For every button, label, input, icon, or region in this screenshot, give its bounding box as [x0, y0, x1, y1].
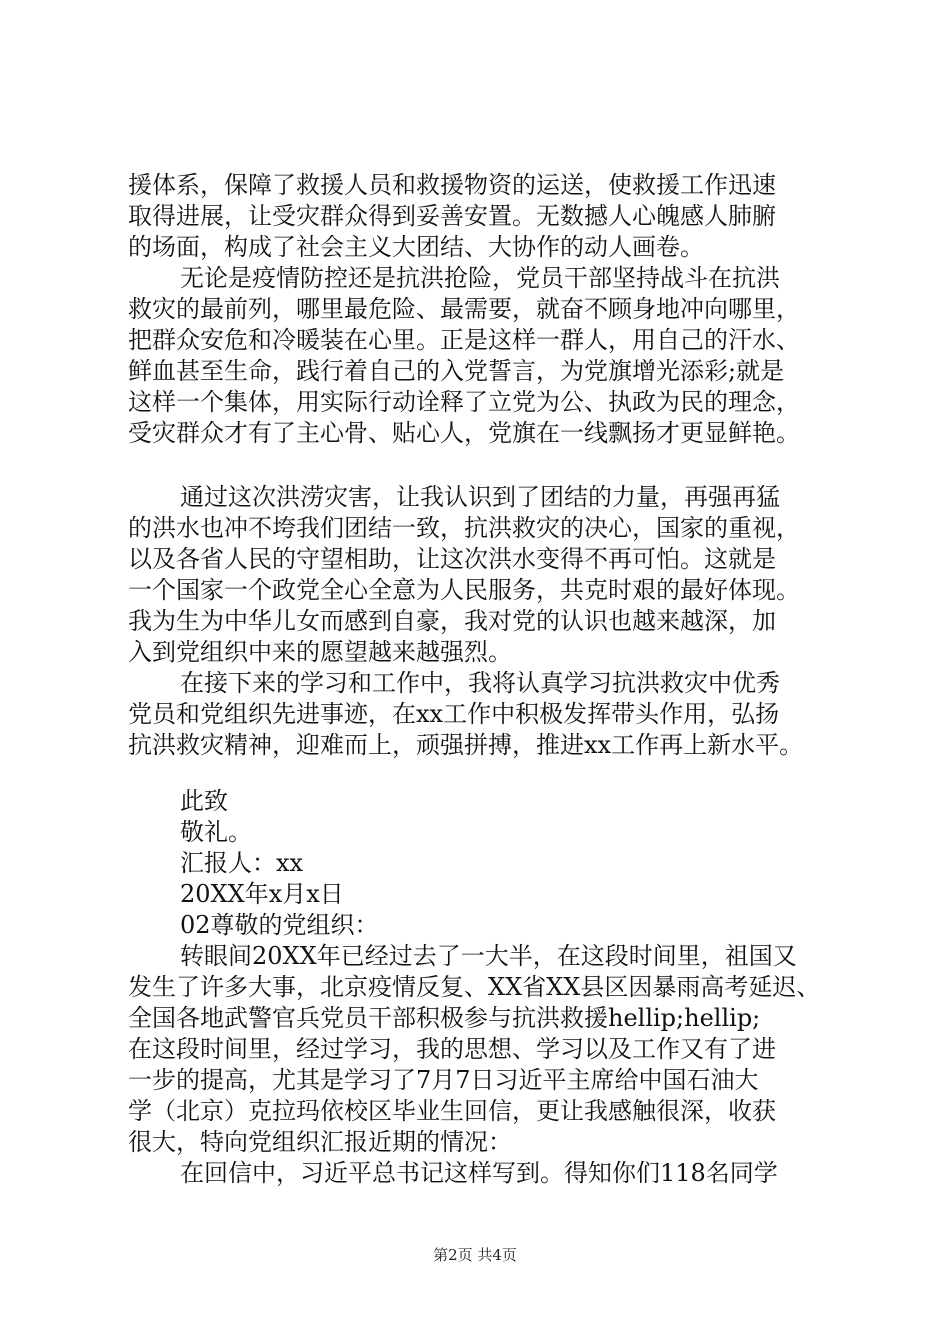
closing-regards: 敬礼。: [180, 818, 252, 846]
paragraph-line: 这样一个集体，用实际行动诠释了立党为公、执政为民的理念，: [128, 388, 800, 416]
paragraph-line: 一个国家一个政党全心全意为人民服务，共克时艰的最好体现。: [128, 576, 800, 604]
paragraph-line: 以及各省人民的守望相助，让这次洪水变得不再可怕。这就是: [128, 545, 776, 573]
paragraph-line: 无论是疫情防控还是抗洪抢险，党员干部坚持战斗在抗洪: [180, 264, 780, 292]
paragraph-line: 援体系，保障了救援人员和救援物资的运送，使救援工作迅速: [128, 171, 776, 199]
paragraph-line: 通过这次洪涝灾害，让我认识到了团结的力量，再强再猛: [180, 483, 780, 511]
paragraph-line: 的场面，构成了社会主义大团结、大协作的动人画卷。: [128, 233, 704, 261]
paragraph-line: 在接下来的学习和工作中，我将认真学习抗洪救灾中优秀: [180, 669, 780, 697]
reporter-line: 汇报人：xx: [180, 849, 304, 877]
paragraph-line: 我为生为中华儿女而感到自豪，我对党的认识也越来越深，加: [128, 607, 776, 635]
page-number-footer: 第2页 共4页: [433, 1246, 517, 1264]
paragraph-line: 一步的提高，尤其是学习了7月7日习近平主席给中国石油大: [128, 1066, 759, 1094]
paragraph-line: 把群众安危和冷暖装在心里。正是这样一群人，用自己的汗水、: [128, 326, 800, 354]
paragraph-line: 入到党组织中来的愿望越来越强烈。: [128, 638, 512, 666]
paragraph-line: 的洪水也冲不垮我们团结一致，抗洪救灾的决心，国家的重视，: [128, 514, 800, 542]
paragraph-line: 转眼间20XX年已经过去了一大半，在这段时间里，祖国又: [180, 942, 797, 970]
paragraph-line: 取得进展，让受灾群众得到妥善安置。无数撼人心魄感人肺腑: [128, 202, 776, 230]
paragraph-line: 发生了许多大事，北京疫情反复、XX省XX县区因暴雨高考延迟、: [128, 973, 821, 1001]
date-line: 20XX年x月x日: [180, 880, 344, 908]
paragraph-line: 救灾的最前列，哪里最危险、最需要，就奋不顾身地冲向哪里，: [128, 295, 800, 323]
paragraph-line: 在回信中，习近平总书记这样写到。得知你们118名同学: [180, 1159, 778, 1187]
second-letter-heading: 02尊敬的党组织：: [180, 911, 379, 939]
paragraph-line: 抗洪救灾精神，迎难而上，顽强拼搏，推进xx工作再上新水平。: [128, 731, 804, 759]
closing-salutation: 此致: [180, 787, 228, 815]
paragraph-line: 全国各地武警官兵党员干部积极参与抗洪救援hellip;hellip;: [128, 1004, 761, 1032]
paragraph-line: 鲜血甚至生命，践行着自己的入党誓言，为党旗增光添彩;就是: [128, 357, 785, 385]
paragraph-line: 学（北京）克拉玛依校区毕业生回信，更让我感触很深，收获: [128, 1097, 776, 1125]
paragraph-line: 党员和党组织先进事迹，在xx工作中积极发挥带头作用，弘扬: [128, 700, 780, 728]
paragraph-line: 很大，特向党组织汇报近期的情况：: [128, 1128, 512, 1156]
paragraph-line: 在这段时间里，经过学习，我的思想、学习以及工作又有了进: [128, 1035, 776, 1063]
paragraph-line: 受灾群众才有了主心骨、贴心人，党旗在一线飘扬才更显鲜艳。: [128, 419, 800, 447]
